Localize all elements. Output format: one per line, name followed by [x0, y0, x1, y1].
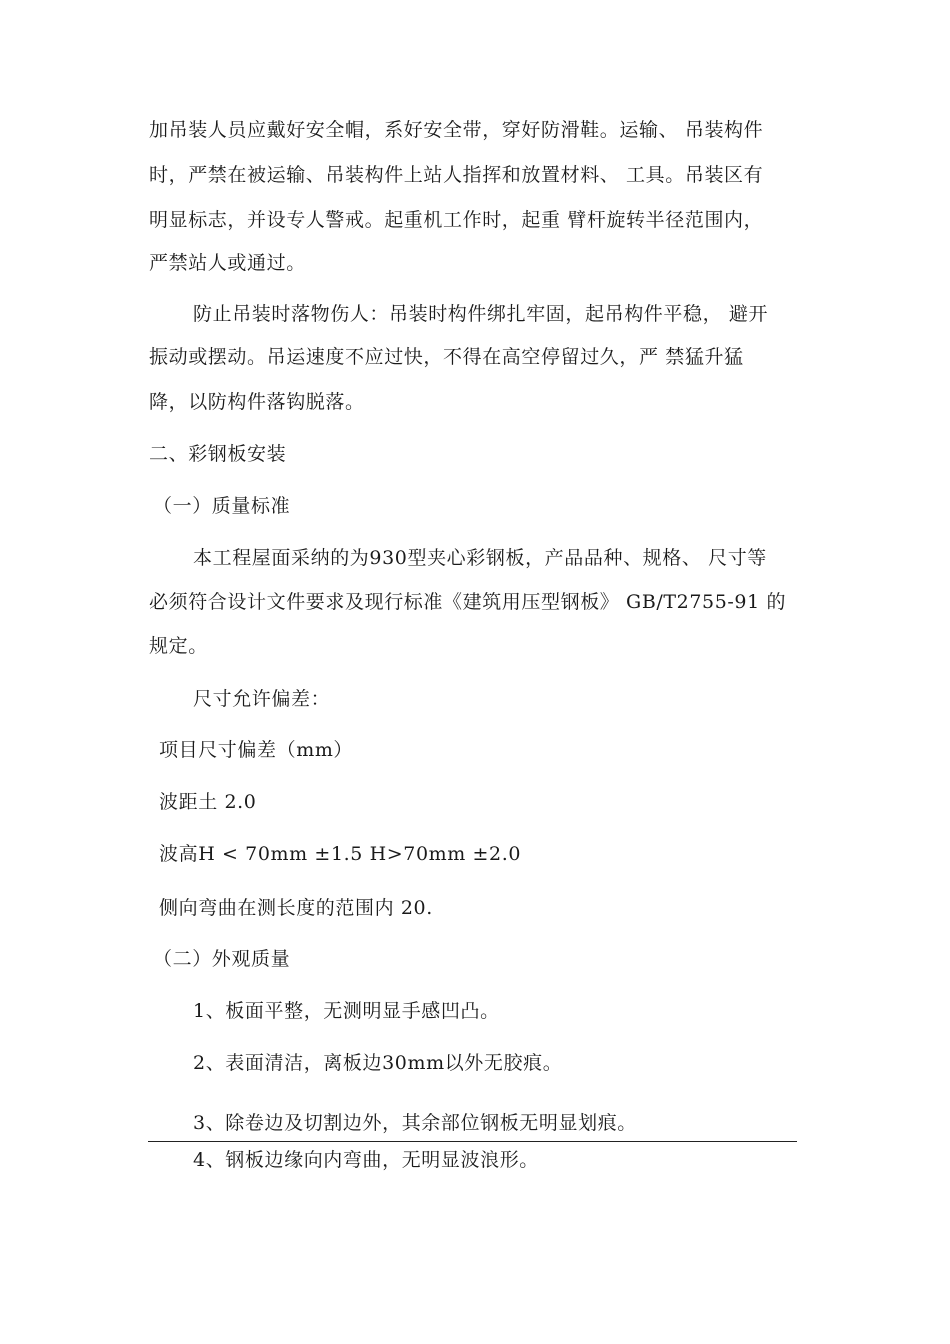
tolerance-item: 波高H < 70mm ±1.5 H>70mm ±2.0 [159, 843, 522, 865]
paragraph-line: 明显标志，并设专人警戒。起重机工作时，起重 臂杆旋转半径范围内， [149, 209, 764, 231]
paragraph-line: 时，严禁在被运输、吊装构件上站人指挥和放置材料、 工具。吊装区有 [149, 164, 764, 186]
paragraph-line: 本工程屋面采纳的为930型夹心彩钢板，产品品种、规格、 尺寸等 [193, 547, 767, 569]
tolerance-item: 侧向弯曲在测长度的范围内 20. [159, 897, 433, 919]
list-item: 4、钢板边缘向内弯曲，无明显波浪形。 [193, 1149, 539, 1171]
paragraph-line: 防止吊装时落物伤人：吊装时构件绑扎牢固，起吊构件平稳， 避开 [193, 303, 769, 325]
paragraph-line: 尺寸允许偏差： [193, 688, 331, 710]
tolerance-item: 项目尺寸偏差（mm） [159, 739, 354, 761]
paragraph-line: 规定。 [149, 635, 208, 657]
paragraph-line: 加吊装人员应戴好安全帽，系好安全带，穿好防滑鞋。运输、 吊装构件 [149, 119, 764, 141]
paragraph-line: 降，以防构件落钩脱落。 [149, 391, 365, 413]
paragraph-line: 振动或摆动。吊运速度不应过快，不得在高空停留过久，严 禁猛升猛 [149, 346, 744, 368]
list-item: 3、除卷边及切割边外，其余部位钢板无明显划痕。 [193, 1112, 637, 1134]
subsection-heading: （一）质量标准 [153, 495, 291, 517]
section-heading: 二、彩钢板安装 [149, 443, 287, 465]
tolerance-item: 波距土 2.0 [159, 791, 257, 813]
list-item: 2、表面清洁，离板边30mm以外无胶痕。 [193, 1052, 563, 1074]
list-item: 1、板面平整，无测明显手感凹凸。 [193, 1000, 500, 1022]
paragraph-line: 必须符合设计文件要求及现行标准《建筑用压型钢板》 GB/T2755-91 的 [149, 591, 787, 613]
horizontal-rule [148, 1141, 797, 1142]
paragraph-line: 严禁站人或通过。 [149, 252, 306, 274]
subsection-heading: （二）外观质量 [153, 948, 291, 970]
